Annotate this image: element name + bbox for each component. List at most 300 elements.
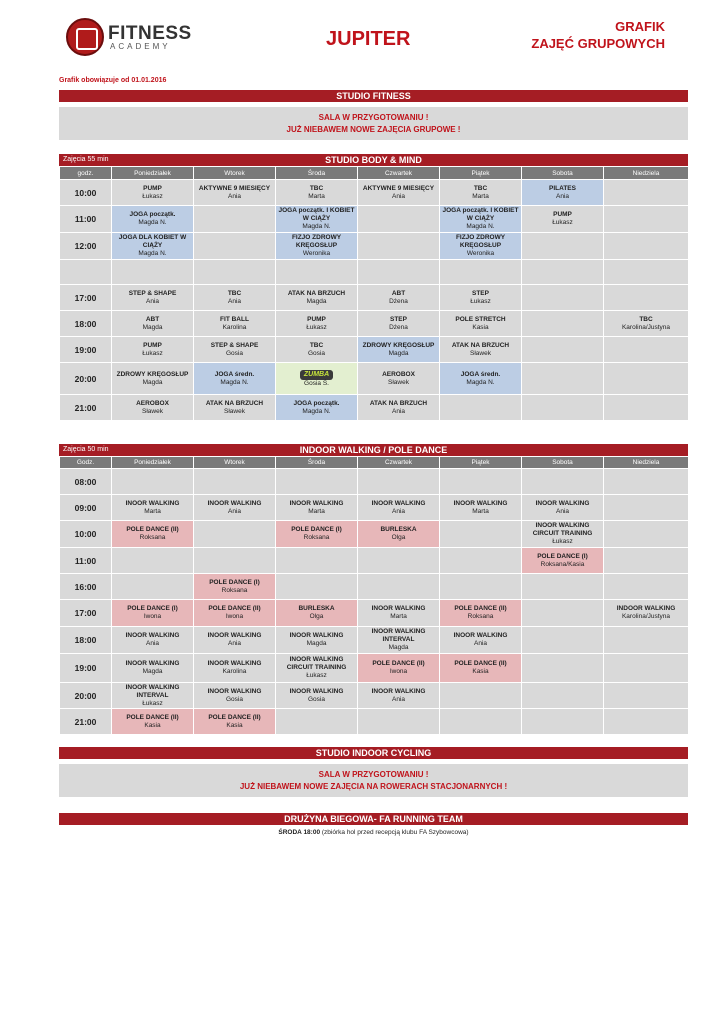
page-title: JUPITER bbox=[326, 28, 411, 50]
instructor-name: Magda N. bbox=[302, 407, 331, 415]
cycling-section bbox=[59, 747, 688, 797]
time-cell: 21:00 bbox=[60, 395, 112, 421]
class-cell bbox=[440, 709, 522, 735]
class-cell bbox=[358, 311, 440, 337]
class-name: POLE DANCE (I) bbox=[291, 526, 342, 533]
class-name: INOOR WALKING bbox=[125, 660, 180, 667]
class-name: INOOR WALKING CIRCUIT TRAINING bbox=[532, 522, 593, 537]
class-name: PUMP bbox=[307, 315, 326, 323]
table-row bbox=[60, 311, 689, 337]
class-cell bbox=[194, 395, 276, 421]
class-name: AEROBOX bbox=[136, 399, 169, 407]
class-cell bbox=[276, 683, 358, 709]
class-cell bbox=[440, 337, 522, 363]
class-cell bbox=[604, 311, 689, 337]
class-cell bbox=[276, 206, 358, 233]
time-cell: 11:00 bbox=[60, 206, 112, 233]
class-cell bbox=[194, 600, 276, 627]
class-cell bbox=[112, 395, 194, 421]
class-cell bbox=[604, 548, 689, 574]
instructor-name: Sławek bbox=[142, 407, 163, 415]
class-cell bbox=[358, 206, 440, 233]
class-name: BURLESKA bbox=[298, 605, 335, 612]
class-cell bbox=[604, 285, 689, 311]
time-cell: 18:00 bbox=[60, 627, 112, 654]
class-name: INOOR WALKING INTERVAL bbox=[125, 683, 180, 699]
class-cell bbox=[194, 337, 276, 363]
class-cell bbox=[604, 683, 689, 709]
class-cell bbox=[604, 495, 689, 521]
instructor-name: Magda N. bbox=[138, 250, 167, 257]
instructor-name: Ania bbox=[227, 192, 241, 200]
instructor-name: Olga bbox=[391, 534, 406, 541]
class-cell bbox=[276, 469, 358, 495]
class-name: POLE DANCE (I) bbox=[537, 552, 588, 560]
class-cell bbox=[194, 521, 276, 548]
class-cell bbox=[358, 654, 440, 683]
class-name: INOOR WALKING bbox=[453, 632, 508, 639]
class-name: INOOR WALKING bbox=[207, 632, 262, 639]
class-cell bbox=[522, 311, 604, 337]
class-cell bbox=[112, 285, 194, 311]
class-cell bbox=[276, 363, 358, 395]
class-name: TBC bbox=[639, 315, 653, 323]
class-name: ATAK NA BRZUCH bbox=[287, 289, 346, 297]
class-cell bbox=[522, 600, 604, 627]
class-cell bbox=[276, 233, 358, 260]
class-cell bbox=[440, 233, 522, 260]
class-cell bbox=[194, 206, 276, 233]
class-cell bbox=[276, 709, 358, 735]
instructor-name: Łukasz bbox=[306, 672, 327, 679]
class-cell bbox=[194, 285, 276, 311]
instructor-name: Magda N. bbox=[138, 219, 167, 226]
class-cell bbox=[604, 709, 689, 735]
class-name: POLE DANCE (II) bbox=[126, 713, 179, 721]
class-cell bbox=[522, 363, 604, 395]
walking-table bbox=[59, 456, 689, 735]
class-name: TBC bbox=[227, 289, 242, 297]
instructor-name: Łukasz bbox=[552, 219, 573, 226]
instructor-name: Weronika bbox=[466, 250, 495, 257]
notice-line: SALA W PRZYGOTOWANIU ! bbox=[318, 770, 429, 779]
instructor-name: Gosia bbox=[226, 695, 243, 703]
table-row bbox=[60, 627, 689, 654]
class-cell bbox=[522, 206, 604, 233]
instructor-name: Magda N. bbox=[466, 223, 495, 230]
column-header: Środa bbox=[276, 167, 358, 180]
class-cell bbox=[276, 654, 358, 683]
class-name: POLE DANCE (II) bbox=[454, 660, 507, 667]
class-cell bbox=[358, 363, 440, 395]
class-cell bbox=[194, 709, 276, 735]
class-name: FIT BALL bbox=[220, 315, 249, 323]
instructor-name: Magda bbox=[306, 640, 327, 647]
column-header: Wtorek bbox=[194, 457, 276, 469]
class-cell bbox=[358, 395, 440, 421]
instructor-name: Ania bbox=[391, 507, 405, 515]
instructor-name: Roksana bbox=[467, 613, 494, 620]
table-row bbox=[60, 495, 689, 521]
instructor-name: Magda N. bbox=[220, 378, 249, 386]
section-bar bbox=[59, 154, 688, 166]
class-cell bbox=[276, 521, 358, 548]
section-bar bbox=[59, 444, 688, 456]
instructor-name: Marta bbox=[390, 613, 407, 620]
duration-label: Zajęcia 50 min bbox=[63, 446, 109, 453]
time-cell: 18:00 bbox=[60, 311, 112, 337]
class-name: JOGA początk. I KOBIET W CIĄŻY bbox=[278, 207, 355, 222]
class-cell bbox=[112, 469, 194, 495]
studio-fitness-section bbox=[59, 90, 688, 140]
class-name: POLE STRETCH bbox=[455, 315, 506, 323]
class-cell bbox=[522, 180, 604, 206]
instructor-name: Magda bbox=[388, 644, 409, 651]
table-row bbox=[60, 574, 689, 600]
instructor-name: Roksana bbox=[221, 586, 248, 594]
class-cell bbox=[194, 548, 276, 574]
schedule-heading-line2: ZAJĘĆ GRUPOWYCH bbox=[531, 36, 665, 51]
class-cell bbox=[276, 600, 358, 627]
column-header: Piątek bbox=[440, 167, 522, 180]
class-name: POLE DANCE (II) bbox=[454, 605, 507, 612]
class-cell bbox=[276, 180, 358, 206]
class-cell bbox=[440, 285, 522, 311]
time-cell: 10:00 bbox=[60, 521, 112, 548]
class-name: INOOR WALKING bbox=[535, 499, 590, 507]
class-name: AKTYWNE 9 MIESIĘCY bbox=[198, 184, 271, 192]
class-cell bbox=[194, 469, 276, 495]
instructor-name: Karolina/Justyna bbox=[621, 323, 671, 331]
class-cell bbox=[440, 180, 522, 206]
column-header: Sobota bbox=[522, 457, 604, 469]
class-cell bbox=[440, 363, 522, 395]
page-header bbox=[0, 0, 724, 75]
time-cell: 12:00 bbox=[60, 233, 112, 260]
class-cell bbox=[276, 395, 358, 421]
class-name: AEROBOX bbox=[382, 370, 415, 378]
time-cell: 19:00 bbox=[60, 654, 112, 683]
column-header: Czwartek bbox=[358, 457, 440, 469]
class-cell bbox=[194, 683, 276, 709]
class-cell bbox=[440, 311, 522, 337]
class-cell bbox=[604, 654, 689, 683]
notice-box bbox=[59, 107, 688, 140]
running-day: ŚRODA 18:00 bbox=[278, 829, 321, 836]
class-name: STEP bbox=[472, 289, 489, 297]
instructor-name: Sławek bbox=[224, 407, 245, 415]
column-header: Poniedziałek bbox=[112, 457, 194, 469]
instructor-name: Karolina bbox=[222, 323, 247, 331]
class-cell bbox=[276, 574, 358, 600]
instructor-name: Łukasz bbox=[552, 538, 573, 545]
class-cell bbox=[522, 683, 604, 709]
class-cell bbox=[194, 363, 276, 395]
class-cell bbox=[358, 600, 440, 627]
class-cell bbox=[604, 180, 689, 206]
class-name: ATAK NA BRZUCH bbox=[451, 341, 510, 349]
notice-line: SALA W PRZYGOTOWANIU ! bbox=[318, 113, 429, 122]
class-cell bbox=[112, 260, 194, 285]
class-name: POLE DANCE (I) bbox=[127, 605, 178, 612]
class-cell bbox=[522, 521, 604, 548]
table-row bbox=[60, 337, 689, 363]
instructor-name: Iwona bbox=[225, 613, 244, 620]
instructor-name: Gosia bbox=[308, 349, 325, 357]
class-cell bbox=[440, 495, 522, 521]
class-cell bbox=[276, 627, 358, 654]
table-row bbox=[60, 395, 689, 421]
instructor-name: Ania bbox=[391, 407, 405, 415]
class-cell bbox=[604, 260, 689, 285]
instructor-name: Łukasz bbox=[306, 323, 327, 331]
instructor-name: Olga bbox=[309, 613, 324, 620]
time-cell: 11:00 bbox=[60, 548, 112, 574]
class-name: POLE DANCE (II) bbox=[208, 605, 261, 612]
column-header: Wtorek bbox=[194, 167, 276, 180]
class-name: INOOR WALKING bbox=[289, 499, 344, 507]
instructor-name: Iwona bbox=[389, 668, 408, 675]
class-cell bbox=[440, 654, 522, 683]
time-cell: 16:00 bbox=[60, 574, 112, 600]
instructor-name: Ania bbox=[391, 192, 405, 200]
class-cell bbox=[358, 285, 440, 311]
instructor-name: Kasia bbox=[226, 721, 243, 729]
class-cell bbox=[358, 469, 440, 495]
table-row bbox=[60, 709, 689, 735]
class-cell bbox=[112, 574, 194, 600]
class-cell bbox=[358, 521, 440, 548]
instructor-name: Marta bbox=[472, 507, 489, 515]
time-cell bbox=[60, 260, 112, 285]
zumba-logo: ZUMBA bbox=[300, 370, 333, 380]
notice-line: JUŻ NIEBAWEM NOWE ZAJĘCIA NA ROWERACH STACJONARNYCH ! bbox=[239, 782, 508, 791]
class-name: TBC bbox=[309, 184, 324, 192]
class-cell bbox=[112, 654, 194, 683]
class-cell bbox=[358, 574, 440, 600]
time-cell: 20:00 bbox=[60, 683, 112, 709]
instructor-name: Sławek bbox=[388, 378, 409, 386]
class-cell bbox=[604, 206, 689, 233]
class-name: JOGA początk. bbox=[129, 211, 176, 218]
table-row bbox=[60, 683, 689, 709]
column-header: Niedziela bbox=[604, 167, 689, 180]
class-cell bbox=[604, 521, 689, 548]
class-name: ABT bbox=[145, 315, 160, 323]
class-name: TBC bbox=[309, 341, 324, 349]
instructor-name: Ania bbox=[555, 507, 569, 515]
table-row bbox=[60, 469, 689, 495]
class-name: INOOR WALKING CIRCUIT TRAINING bbox=[286, 656, 347, 671]
class-name: ATAK NA BRZUCH bbox=[369, 399, 428, 407]
class-cell bbox=[440, 548, 522, 574]
instructor-name: Karolina/Justyna bbox=[621, 613, 671, 620]
class-name: BURLESKA bbox=[380, 526, 417, 533]
table-row bbox=[60, 206, 689, 233]
class-cell bbox=[112, 206, 194, 233]
class-cell bbox=[604, 574, 689, 600]
table-row bbox=[60, 180, 689, 206]
class-cell bbox=[112, 233, 194, 260]
class-cell bbox=[522, 469, 604, 495]
instructor-name: Ania bbox=[473, 640, 487, 647]
time-cell: 17:00 bbox=[60, 285, 112, 311]
class-cell bbox=[522, 709, 604, 735]
class-name: JOGA DLA KOBIET W CIĄŻY bbox=[118, 234, 187, 249]
instructor-name: Sławek bbox=[470, 349, 491, 357]
instructor-name: Ania bbox=[145, 640, 159, 647]
class-cell bbox=[440, 521, 522, 548]
class-cell bbox=[440, 395, 522, 421]
instructor-name: Magda bbox=[306, 297, 327, 305]
instructor-name: Marta bbox=[308, 192, 325, 200]
fitness-academy-logo-icon bbox=[66, 18, 104, 56]
instructor-name: Magda bbox=[388, 349, 409, 357]
class-name: PUMP bbox=[143, 184, 162, 192]
class-name: ABT bbox=[391, 289, 406, 297]
class-cell bbox=[522, 395, 604, 421]
duration-label: Zajęcia 55 min bbox=[63, 156, 109, 163]
instructor-name: Dżena bbox=[389, 297, 408, 305]
running-schedule-line bbox=[59, 829, 688, 836]
column-header: Sobota bbox=[522, 167, 604, 180]
class-cell bbox=[276, 337, 358, 363]
table-row bbox=[60, 285, 689, 311]
instructor-name: Łukasz bbox=[142, 192, 163, 200]
class-cell bbox=[522, 337, 604, 363]
class-cell bbox=[440, 206, 522, 233]
class-cell bbox=[440, 574, 522, 600]
class-name: INOOR WALKING bbox=[289, 632, 344, 639]
column-header: Poniedziałek bbox=[112, 167, 194, 180]
class-name: STEP & SHAPE bbox=[128, 289, 177, 297]
instructor-name: Łukasz bbox=[142, 349, 163, 357]
class-cell bbox=[112, 521, 194, 548]
class-name: JOGA początk. bbox=[293, 399, 340, 407]
table-row bbox=[60, 654, 689, 683]
class-cell bbox=[604, 363, 689, 395]
running-team-section bbox=[59, 813, 688, 836]
class-cell bbox=[440, 600, 522, 627]
class-cell bbox=[522, 574, 604, 600]
instructor-name: Magda N. bbox=[466, 378, 495, 386]
class-cell bbox=[276, 495, 358, 521]
instructor-name: Kasia bbox=[472, 668, 489, 675]
instructor-name: Iwona bbox=[143, 613, 162, 620]
instructor-name: Roksana bbox=[139, 534, 166, 541]
class-cell bbox=[194, 180, 276, 206]
class-cell bbox=[522, 627, 604, 654]
class-cell bbox=[358, 683, 440, 709]
class-cell bbox=[522, 548, 604, 574]
class-cell bbox=[604, 600, 689, 627]
class-cell bbox=[604, 337, 689, 363]
class-name: JOGA średn. bbox=[214, 370, 255, 378]
class-cell bbox=[112, 709, 194, 735]
instructor-name: Ania bbox=[391, 695, 405, 703]
class-cell bbox=[440, 683, 522, 709]
class-name: JOGA początk. I KOBIET W CIĄŻY bbox=[442, 207, 519, 222]
class-name: INOOR WALKING bbox=[371, 687, 426, 695]
logo-text: FITNESS bbox=[108, 23, 192, 44]
class-cell bbox=[358, 709, 440, 735]
class-name: INOOR WALKING bbox=[207, 660, 262, 667]
class-name: INOOR WALKING bbox=[453, 499, 508, 507]
class-name: POLE DANCE (II) bbox=[372, 660, 425, 667]
instructor-name: Gosia bbox=[308, 695, 325, 703]
instructor-name: Magda bbox=[142, 668, 163, 675]
class-name: JOGA średn. bbox=[460, 370, 501, 378]
table-row bbox=[60, 600, 689, 627]
class-name: ZDROWY KRĘGOSŁUP bbox=[116, 370, 189, 378]
instructor-name: Łukasz bbox=[142, 699, 163, 707]
class-name: STEP bbox=[390, 315, 407, 323]
instructor-name: Ania bbox=[145, 297, 159, 305]
time-cell: 20:00 bbox=[60, 363, 112, 395]
class-name: INOOR WALKING bbox=[207, 687, 262, 695]
running-note: (zbiórka hol przed recepcją klubu FA Szybowcowa) bbox=[321, 829, 469, 836]
instructor-name: Magda bbox=[142, 378, 163, 386]
class-cell bbox=[276, 285, 358, 311]
class-name: FIZJO ZDROWY KRĘGOSŁUP bbox=[291, 234, 342, 249]
instructor-name: Marta bbox=[308, 507, 325, 515]
class-cell bbox=[112, 180, 194, 206]
column-header: Czwartek bbox=[358, 167, 440, 180]
class-name: POLE DANCE (II) bbox=[208, 713, 261, 721]
instructor-name: Kasia bbox=[144, 721, 161, 729]
class-cell bbox=[194, 260, 276, 285]
class-name: PUMP bbox=[553, 211, 572, 218]
column-header: Środa bbox=[276, 457, 358, 469]
class-cell bbox=[112, 311, 194, 337]
class-name: INOOR WALKING bbox=[371, 499, 426, 507]
column-header: Godz. bbox=[60, 457, 112, 469]
class-cell bbox=[358, 548, 440, 574]
class-name: INOOR WALKING bbox=[371, 605, 426, 612]
time-cell: 17:00 bbox=[60, 600, 112, 627]
section-bar: STUDIO FITNESS bbox=[59, 90, 688, 102]
class-cell bbox=[440, 627, 522, 654]
class-name: INOOR WALKING bbox=[125, 632, 180, 639]
table-row bbox=[60, 363, 689, 395]
table-row bbox=[60, 521, 689, 548]
class-cell bbox=[194, 233, 276, 260]
class-cell bbox=[358, 233, 440, 260]
instructor-name: Gosia Ś. bbox=[304, 379, 329, 387]
instructor-name: Weronika bbox=[302, 250, 331, 257]
class-name: INOOR WALKING bbox=[289, 687, 344, 695]
instructor-name: Dżena bbox=[389, 323, 408, 331]
body-mind-section bbox=[59, 154, 688, 421]
notice-box bbox=[59, 764, 688, 797]
class-cell bbox=[276, 311, 358, 337]
instructor-name: Ania bbox=[227, 507, 241, 515]
table-row bbox=[60, 260, 689, 285]
table-row bbox=[60, 548, 689, 574]
class-name: INDOOR WALKING bbox=[616, 605, 676, 612]
class-cell bbox=[112, 600, 194, 627]
class-cell bbox=[604, 395, 689, 421]
class-cell bbox=[194, 654, 276, 683]
instructor-name: Kasia bbox=[472, 323, 489, 331]
valid-from-text: Grafik obowiązuje od 01.01.2016 bbox=[59, 77, 167, 84]
class-cell bbox=[358, 180, 440, 206]
class-cell bbox=[522, 233, 604, 260]
class-cell bbox=[358, 495, 440, 521]
class-name: POLE DANCE (I) bbox=[209, 578, 260, 586]
column-header: godz. bbox=[60, 167, 112, 180]
body-mind-table bbox=[59, 166, 689, 421]
